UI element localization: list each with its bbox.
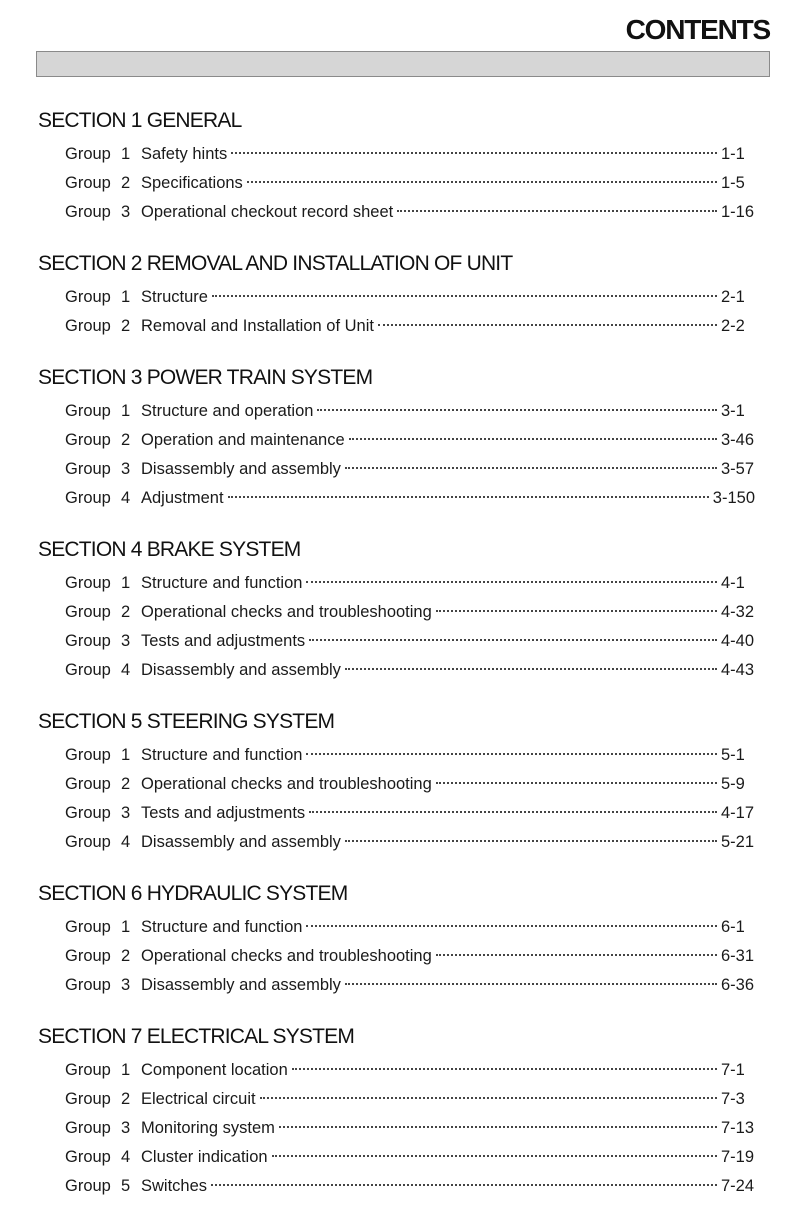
group-label: Group xyxy=(65,746,111,764)
group-number: 1 xyxy=(121,746,131,764)
group-label: Group xyxy=(65,918,111,936)
dot-leader xyxy=(378,324,717,326)
toc-entry[interactable] xyxy=(65,140,755,169)
toc-entry[interactable] xyxy=(65,942,755,971)
entry-title: Structure and function xyxy=(141,746,303,764)
group-number: 1 xyxy=(121,918,131,936)
group-label: Group xyxy=(65,804,111,822)
toc-section xyxy=(0,535,808,685)
dot-leader xyxy=(211,1184,717,1186)
group-label: Group xyxy=(65,947,111,965)
entry-title: Operational checks and troubleshooting xyxy=(141,775,432,793)
dot-leader xyxy=(247,181,717,183)
group-label: Group xyxy=(65,317,111,335)
page-number: 3-1 xyxy=(721,402,745,420)
page-number: 1-1 xyxy=(721,145,745,163)
page-number: 6-31 xyxy=(721,947,755,965)
section-heading[interactable]: SECTION 5 STEERING SYSTEM xyxy=(38,710,335,733)
page-number: 3-57 xyxy=(721,460,755,478)
page-number: 6-1 xyxy=(721,918,745,936)
entry-title: Operational checkout record sheet xyxy=(141,203,394,221)
toc-entry[interactable] xyxy=(65,1056,755,1085)
group-number: 3 xyxy=(121,203,131,221)
toc-entry[interactable] xyxy=(65,799,755,828)
group-number: 1 xyxy=(121,1061,131,1079)
group-number: 5 xyxy=(121,1177,131,1195)
dot-leader xyxy=(272,1155,717,1157)
page-number: 1-16 xyxy=(721,203,755,221)
toc-entry[interactable] xyxy=(65,598,755,627)
page-number: 3-150 xyxy=(712,489,755,507)
page-title: CONTENTS xyxy=(625,14,770,45)
toc-section xyxy=(0,879,808,1000)
section-heading[interactable]: SECTION 4 BRAKE SYSTEM xyxy=(38,538,301,561)
section-heading[interactable]: SECTION 6 HYDRAULIC SYSTEM xyxy=(38,882,348,905)
group-label: Group xyxy=(65,1061,111,1079)
dot-leader xyxy=(231,152,717,154)
page-number: 7-13 xyxy=(721,1119,755,1137)
entry-title: Tests and adjustments xyxy=(141,632,306,650)
toc-entry[interactable] xyxy=(65,913,755,942)
dot-leader xyxy=(436,954,717,956)
dot-leader xyxy=(306,581,717,583)
page-number: 4-32 xyxy=(721,603,755,621)
entry-title: Disassembly and assembly xyxy=(141,976,341,994)
dot-leader xyxy=(345,467,717,469)
group-label: Group xyxy=(65,1090,111,1108)
toc-entry[interactable] xyxy=(65,198,755,227)
group-label: Group xyxy=(65,402,111,420)
page-number: 7-24 xyxy=(721,1177,755,1195)
entry-title: Structure xyxy=(141,288,208,306)
group-label: Group xyxy=(65,775,111,793)
entry-title: Operation and maintenance xyxy=(141,431,345,449)
group-label: Group xyxy=(65,661,111,679)
entry-title: Tests and adjustments xyxy=(141,804,306,822)
group-label: Group xyxy=(65,288,111,306)
toc-entry[interactable] xyxy=(65,828,755,857)
dot-leader xyxy=(306,925,717,927)
entry-title: Safety hints xyxy=(141,145,228,163)
group-number: 2 xyxy=(121,603,131,621)
toc-section xyxy=(0,249,808,341)
section-heading[interactable]: SECTION 2 REMOVAL AND INSTALLATION OF UNIT xyxy=(38,252,513,275)
entry-title: Removal and Installation of Unit xyxy=(141,317,374,335)
group-number: 4 xyxy=(121,1148,131,1166)
group-label: Group xyxy=(65,1177,111,1195)
table-of-contents xyxy=(0,106,808,1223)
toc-entry[interactable] xyxy=(65,1143,755,1172)
group-number: 2 xyxy=(121,1090,131,1108)
group-number: 2 xyxy=(121,317,131,335)
group-number: 1 xyxy=(121,145,131,163)
page-number: 7-3 xyxy=(721,1090,745,1108)
entry-title: Disassembly and assembly xyxy=(141,460,341,478)
entry-title: Disassembly and assembly xyxy=(141,661,341,679)
group-label: Group xyxy=(65,603,111,621)
page-number: 4-40 xyxy=(721,632,755,650)
toc-entry[interactable] xyxy=(65,741,755,770)
dot-leader xyxy=(279,1126,717,1128)
page-number: 4-1 xyxy=(721,574,745,592)
page-number: 4-43 xyxy=(721,661,755,679)
dot-leader xyxy=(317,409,717,411)
section-heading[interactable]: SECTION 7 ELECTRICAL SYSTEM xyxy=(38,1025,355,1048)
page-number: 4-17 xyxy=(721,804,755,822)
dot-leader xyxy=(436,610,717,612)
page-number: 2-2 xyxy=(721,317,745,335)
page-number: 5-9 xyxy=(721,775,745,793)
group-number: 2 xyxy=(121,775,131,793)
toc-entry[interactable] xyxy=(65,1114,755,1143)
toc-entry[interactable] xyxy=(65,397,755,426)
toc-entry[interactable] xyxy=(65,1085,755,1114)
group-label: Group xyxy=(65,174,111,192)
group-label: Group xyxy=(65,489,111,507)
group-label: Group xyxy=(65,1148,111,1166)
dot-leader xyxy=(345,983,717,985)
group-number: 1 xyxy=(121,402,131,420)
page-number: 2-1 xyxy=(721,288,745,306)
page-number: 3-46 xyxy=(721,431,755,449)
entry-title: Structure and function xyxy=(141,574,303,592)
page-number: 5-1 xyxy=(721,746,745,764)
group-label: Group xyxy=(65,460,111,478)
group-number: 2 xyxy=(121,947,131,965)
group-number: 1 xyxy=(121,288,131,306)
group-label: Group xyxy=(65,431,111,449)
group-number: 3 xyxy=(121,460,131,478)
toc-entry[interactable] xyxy=(65,283,755,312)
dot-leader xyxy=(228,496,709,498)
toc-entry[interactable] xyxy=(65,169,755,198)
entry-title: Operational checks and troubleshooting xyxy=(141,603,432,621)
group-number: 3 xyxy=(121,804,131,822)
group-number: 3 xyxy=(121,632,131,650)
dot-leader xyxy=(309,811,717,813)
entry-title: Cluster indication xyxy=(141,1148,268,1166)
toc-entry[interactable] xyxy=(65,627,755,656)
toc-section xyxy=(0,707,808,857)
group-number: 3 xyxy=(121,1119,131,1137)
entry-title: Switches xyxy=(141,1177,208,1195)
dot-leader xyxy=(349,438,717,440)
toc-section xyxy=(0,1022,808,1201)
toc-entry[interactable] xyxy=(65,455,755,484)
dot-leader xyxy=(397,210,717,212)
group-label: Group xyxy=(65,145,111,163)
section-heading[interactable]: SECTION 3 POWER TRAIN SYSTEM xyxy=(38,366,373,389)
header-bar xyxy=(36,51,770,77)
group-label: Group xyxy=(65,976,111,994)
dot-leader xyxy=(260,1097,717,1099)
entry-title: Structure and function xyxy=(141,918,303,936)
toc-section xyxy=(0,363,808,513)
group-number: 2 xyxy=(121,174,131,192)
entry-title: Component location xyxy=(141,1061,288,1079)
dot-leader xyxy=(345,840,717,842)
group-label: Group xyxy=(65,574,111,592)
page-number: 1-5 xyxy=(721,174,745,192)
group-label: Group xyxy=(65,1119,111,1137)
dot-leader xyxy=(212,295,717,297)
dot-leader xyxy=(292,1068,717,1070)
section-heading[interactable]: SECTION 1 GENERAL xyxy=(38,109,242,132)
page-number: 7-1 xyxy=(721,1061,745,1079)
entry-title: Adjustment xyxy=(141,489,224,507)
entry-title: Specifications xyxy=(141,174,243,192)
group-number: 4 xyxy=(121,661,131,679)
entry-title: Electrical circuit xyxy=(141,1090,256,1108)
toc-entry[interactable] xyxy=(65,770,755,799)
group-number: 2 xyxy=(121,431,131,449)
group-number: 3 xyxy=(121,976,131,994)
toc-entry[interactable] xyxy=(65,569,755,598)
dot-leader xyxy=(309,639,717,641)
toc-entry[interactable] xyxy=(65,426,755,455)
group-number: 1 xyxy=(121,574,131,592)
toc-entry[interactable] xyxy=(65,656,755,685)
toc-entry[interactable] xyxy=(65,312,755,341)
dot-leader xyxy=(436,782,717,784)
entry-title: Operational checks and troubleshooting xyxy=(141,947,432,965)
group-label: Group xyxy=(65,203,111,221)
group-number: 4 xyxy=(121,833,131,851)
group-label: Group xyxy=(65,632,111,650)
group-number: 4 xyxy=(121,489,131,507)
page-number: 6-36 xyxy=(721,976,755,994)
entry-title: Disassembly and assembly xyxy=(141,833,341,851)
entry-title: Structure and operation xyxy=(141,402,314,420)
dot-leader xyxy=(306,753,717,755)
toc-entry[interactable] xyxy=(65,1172,755,1201)
entry-title: Monitoring system xyxy=(141,1119,275,1137)
toc-section xyxy=(0,106,808,227)
page-number: 7-19 xyxy=(721,1148,755,1166)
group-label: Group xyxy=(65,833,111,851)
page-number: 5-21 xyxy=(721,833,755,851)
toc-entry[interactable] xyxy=(65,484,755,513)
dot-leader xyxy=(345,668,717,670)
toc-entry[interactable] xyxy=(65,971,755,1000)
